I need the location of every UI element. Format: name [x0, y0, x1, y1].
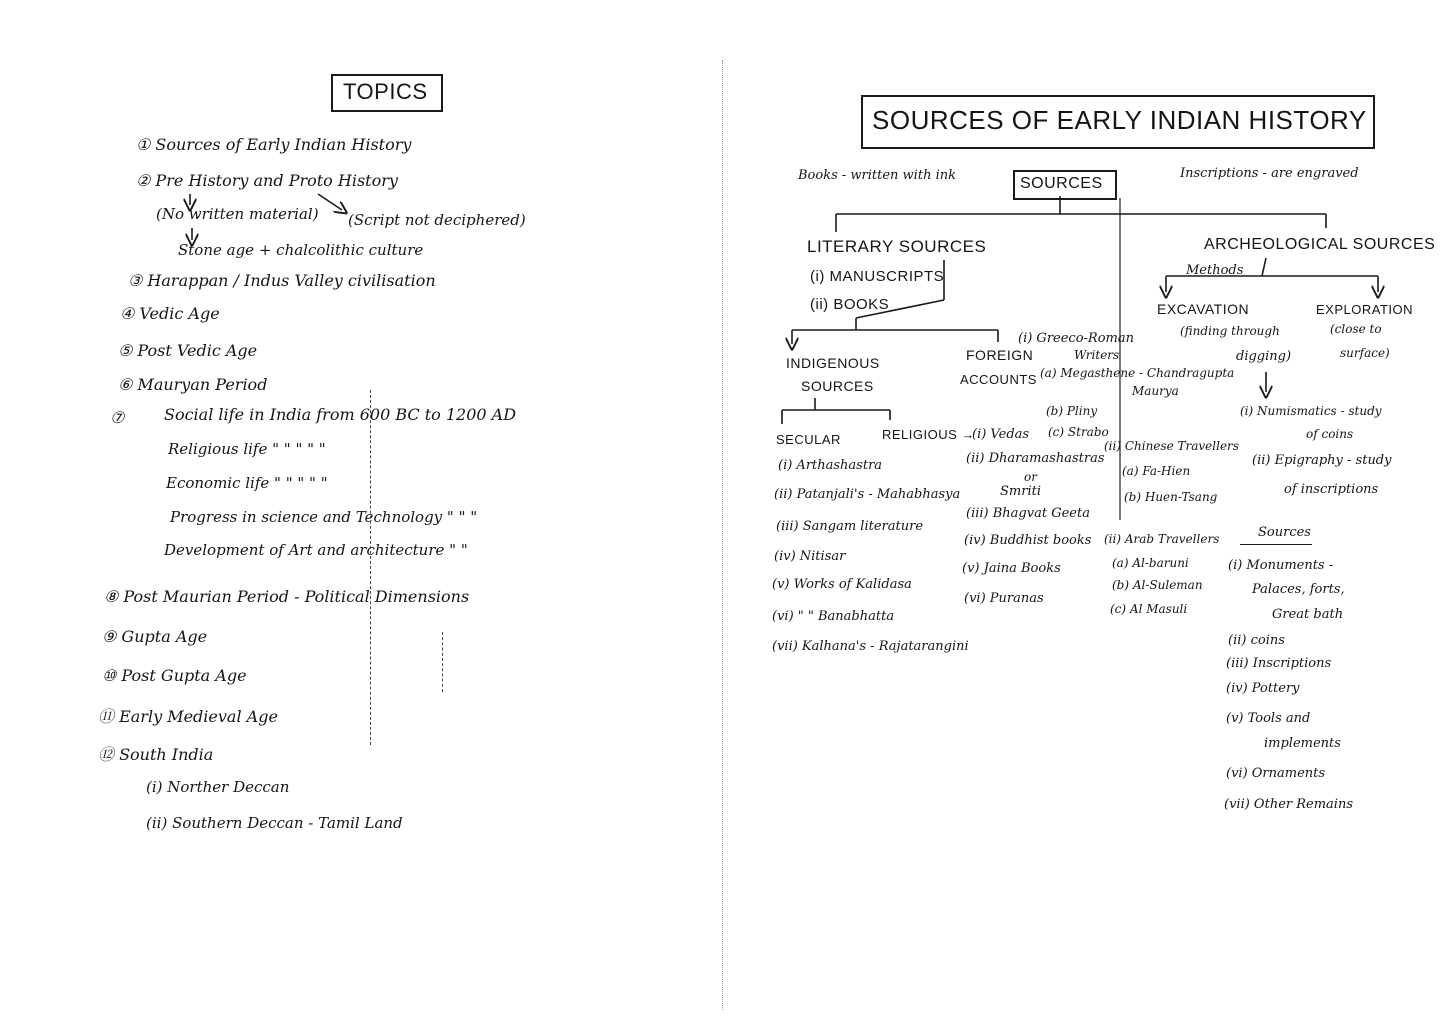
topic-item: ② Pre History and Proto History [136, 171, 398, 190]
foreign-label: FOREIGN [966, 347, 1034, 363]
indigenous-label-2: SOURCES [801, 378, 874, 394]
archeological-heading: ARCHEOLOGICAL SOURCES [1204, 236, 1436, 253]
secular-item: (ii) Patanjali's - Mahabhasya [774, 487, 961, 502]
excavation-note-2: digging) [1236, 349, 1292, 364]
arch-source-item: (ii) coins [1228, 633, 1285, 648]
indigenous-label: INDIGENOUS [786, 355, 880, 371]
inscriptions-note: Inscriptions - are engraved [1180, 166, 1359, 181]
foreign-item: (ii) Arab Travellers [1104, 532, 1220, 546]
secular-item: (v) Works of Kalidasa [772, 577, 912, 592]
topic-item: ⑪ Early Medieval Age [98, 707, 278, 726]
exploration-label: EXPLORATION [1316, 302, 1414, 317]
religious-item: Smriti [1000, 484, 1041, 499]
topic-subitem: Religious life " " " " " [168, 440, 326, 458]
foreign-item: (ii) Chinese Travellers [1104, 439, 1239, 453]
literary-heading: LITERARY SOURCES [807, 237, 987, 256]
arch-source-item: (v) Tools and [1226, 711, 1311, 726]
secular-label: SECULAR [776, 432, 841, 447]
topic-item: ③ Harappan / Indus Valley civilisation [128, 271, 436, 290]
topic-note: Stone age + chalcolithic culture [178, 241, 424, 259]
religious-item: (ii) Dharamashastras [966, 451, 1105, 466]
sources-label: SOURCES [1020, 175, 1103, 192]
secular-item: (iv) Nitisar [774, 549, 846, 564]
foreign-item: (a) Megasthene - Chandragupta [1040, 366, 1235, 380]
arch-sources-heading: Sources [1258, 525, 1311, 540]
topic-item: ⑦ [110, 408, 125, 427]
epigraphy-item-2: of inscriptions [1284, 482, 1379, 497]
topic-item: ⑧ Post Maurian Period - Political Dimensions [104, 587, 470, 606]
foreign-item: (c) Al Masuli [1110, 602, 1188, 616]
margin-dash-line [442, 632, 443, 692]
topic-subitem: Progress in science and Technology " " " [170, 508, 478, 526]
topic-item: ⑥ Mauryan Period [118, 375, 268, 394]
foreign-item: (b) Al-Suleman [1112, 578, 1203, 592]
foreign-item: (c) Strabo [1048, 425, 1109, 439]
excavation-label: EXCAVATION [1157, 301, 1250, 317]
foreign-label-2: ACCOUNTS [960, 372, 1037, 387]
sources-title: SOURCES OF EARLY INDIAN HISTORY [872, 105, 1367, 135]
arch-source-item: (iv) Pottery [1226, 681, 1300, 696]
topic-item: ④ Vedic Age [120, 304, 220, 323]
arch-sources-underline [1240, 544, 1312, 545]
topic-item: ⑩ Post Gupta Age [102, 666, 247, 685]
topic-item: ⑤ Post Vedic Age [118, 341, 258, 360]
books-note: Books - written with ink [798, 168, 956, 183]
arch-source-item: implements [1264, 736, 1341, 751]
secular-item: (vi) " " Banabhatta [772, 609, 895, 624]
arch-source-item: Great bath [1272, 607, 1344, 622]
arch-source-item: Palaces, forts, [1252, 582, 1345, 597]
secular-item: (i) Arthashastra [778, 458, 883, 473]
foreign-item: Writers [1074, 348, 1120, 362]
topic-subitem: Social life in India from 600 BC to 1200 AD [164, 405, 517, 424]
numismatics-item: (i) Numismatics - study [1240, 404, 1382, 418]
topic-note: (Script not deciphered) [348, 211, 526, 229]
foreign-item: (i) Greeco-Roman [1018, 331, 1134, 346]
numismatics-item-2: of coins [1306, 427, 1354, 441]
exploration-note-2: surface) [1340, 346, 1390, 360]
religious-item: (iv) Buddhist books [964, 533, 1092, 548]
secular-item: (iii) Sangam literature [776, 519, 924, 534]
page-fold [722, 60, 723, 1010]
epigraphy-item: (ii) Epigraphy - study [1252, 453, 1392, 468]
arch-source-item: (i) Monuments - [1228, 558, 1334, 573]
foreign-item: (a) Fa-Hien [1122, 464, 1191, 478]
topic-item: ⑫ South India [98, 745, 214, 764]
exploration-note: (close to [1330, 322, 1382, 336]
foreign-item: (b) Huen-Tsang [1124, 490, 1218, 504]
arch-source-item: (vi) Ornaments [1226, 766, 1326, 781]
methods-label: Methods [1186, 263, 1244, 278]
literary-item: (i) MANUSCRIPTS [810, 268, 945, 285]
religious-item: or [1024, 470, 1037, 484]
foreign-item: Maurya [1132, 384, 1179, 398]
topics-title: TOPICS [343, 79, 428, 104]
topic-subitem: (i) Norther Deccan [146, 778, 290, 796]
excavation-note: (finding through [1180, 324, 1280, 338]
arch-source-item: (iii) Inscriptions [1226, 656, 1332, 671]
literary-item: (ii) BOOKS [810, 296, 890, 313]
topic-subitem: Economic life " " " " " [166, 474, 328, 492]
foreign-item: (a) Al-baruni [1112, 556, 1189, 570]
religious-item: (v) Jaina Books [962, 561, 1061, 576]
religious-item: (vi) Puranas [964, 591, 1044, 606]
topic-subitem: (ii) Southern Deccan - Tamil Land [146, 814, 403, 832]
topic-item: ⑨ Gupta Age [102, 627, 208, 646]
margin-dash-line [370, 390, 371, 745]
religious-item: (i) Vedas [972, 427, 1030, 442]
topic-subitem: Development of Art and architecture " " [164, 541, 468, 559]
secular-item: (vii) Kalhana's - Rajatarangini [772, 639, 969, 654]
religious-label: RELIGIOUS → [882, 427, 975, 442]
arch-source-item: (vii) Other Remains [1224, 797, 1353, 812]
foreign-item: (b) Pliny [1046, 404, 1098, 418]
topic-note: (No written material) [156, 205, 319, 223]
religious-item: (iii) Bhagvat Geeta [966, 506, 1090, 521]
topic-item: ① Sources of Early Indian History [136, 135, 412, 154]
